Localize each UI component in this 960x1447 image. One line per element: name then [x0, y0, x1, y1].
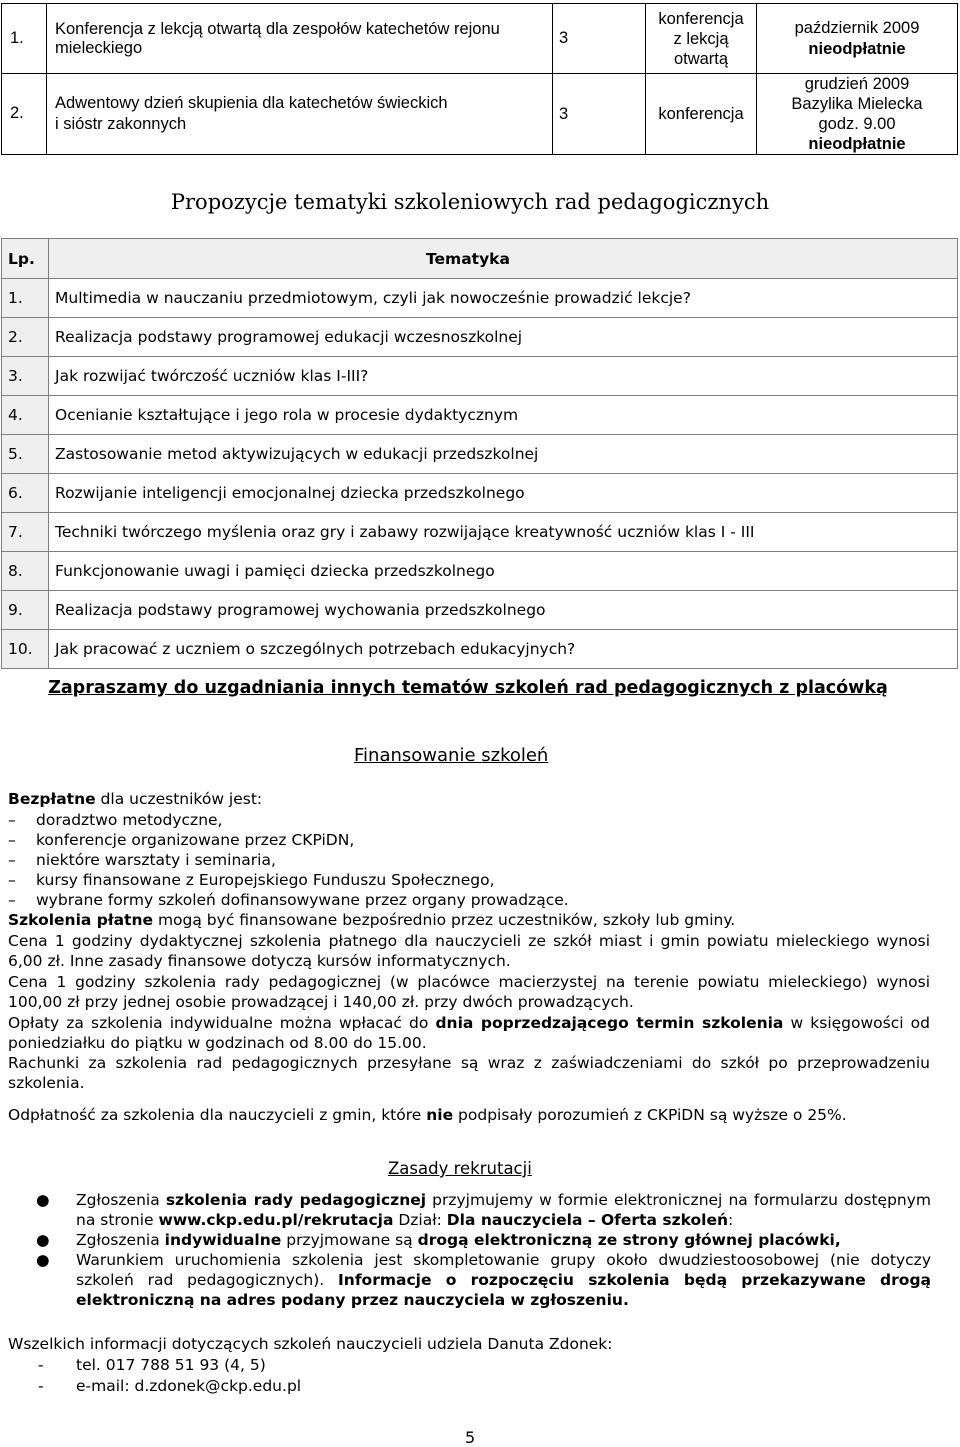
email-link[interactable]: e-mail: d.zdonek@ckp.edu.pl	[76, 1377, 302, 1395]
free-intro: Bezpłatne dla uczestników jest:	[8, 790, 263, 808]
recruitment-list	[36, 1190, 931, 1310]
list-item: - e-mail: d.zdonek@ckp.edu.pl	[38, 1377, 302, 1395]
list-item: ● Zgłoszenia indywidualne przyjmowane są drogą elektroniczną ze strony głównej placówki,	[36, 1231, 841, 1249]
table-row: 6. Rozwijanie inteligencji emocjonalnej dziecka przedszkolnego	[2, 474, 958, 513]
event-title: Konferencja z lekcją otwartą dla zespołów katechetów rejonu mieleckiego	[47, 4, 553, 74]
bullet-icon: ●	[36, 1231, 50, 1249]
table-row: 1. Multimedia w nauczaniu przedmiotowym, czyli jak nowocześnie prowadzić lekcje?	[2, 279, 958, 318]
table-row: 3. Jak rozwijać twórczość uczniów klas I-III?	[2, 357, 958, 396]
phone-text: tel. 017 788 51 93 (4, 5)	[76, 1356, 266, 1374]
event-date: grudzień 2009 Bazylika Mielecka godz. 9.00 nieodpłatnie	[757, 74, 958, 155]
event-date: październik 2009 nieodpłatnie	[757, 4, 958, 74]
list-item: – wybrane formy szkoleń dofinansowywane przez organy prowadzące.	[8, 891, 569, 909]
finance-heading: Finansowanie szkoleń	[354, 745, 549, 766]
events-table	[1, 3, 958, 155]
contact-list	[38, 1355, 301, 1397]
event-row	[2, 4, 958, 74]
event-count: 3	[553, 74, 646, 155]
page-number: 5	[465, 1428, 476, 1447]
fees-paragraph: Opłaty za szkolenia indywidualne można wpłacać do dnia poprzedzającego termin szkolenia w księgowości od poniedziałku do piątku w godzinach od 8.00 do 15.00.	[8, 1014, 930, 1052]
invitation-text: Zapraszamy do uzgadniania innych tematów szkoleń rad pedagogicznych z placówką	[48, 678, 888, 698]
topics-header-row	[2, 239, 958, 279]
table-row: 5. Zastosowanie metod aktywizujących w edukacji przedszkolnej	[2, 435, 958, 474]
recruitment-heading: Zasady rekrutacji	[388, 1159, 532, 1178]
bullet-icon: ●	[36, 1251, 50, 1269]
event-number: 2.	[10, 104, 24, 122]
list-item: ● Zgłoszenia szkolenia rady pedagogicznej przyjmujemy w formie elektronicznej na formularzu dostępnym na stronie www.ckp.edu.pl/rekrutacja Dział: Dla nauczyciela – Oferta szkoleń:	[36, 1191, 932, 1229]
event-number: 1.	[10, 29, 24, 47]
bullet-icon: ●	[36, 1191, 50, 1209]
table-row: 2. Realizacja podstawy programowej edukacji wczesnoszkolnej	[2, 318, 958, 357]
event-type: konferencja z lekcją otwartą	[646, 4, 757, 74]
contact-intro: Wszelkich informacji dotyczących szkoleń nauczycieli udziela Danuta Zdonek:	[8, 1335, 613, 1353]
list-item: ● Warunkiem uruchomienia szkolenia jest skompletowanie grupy około dwudziestoosobowej (nie dotyczy szkoleń rad pedagogicznych). Informacje o rozpoczęciu szkolenia będą przekazywane drogą elektroniczną na adres podany przez nauczyciela w zgłoszeniu.	[36, 1251, 931, 1309]
price-paragraph-2: Cena 1 godziny szkolenia rady pedagogicznej (w placówce macierzystej na terenie powiatu mieleckiego) wynosi 100,00 zł przy jednej osobie prowadzącej i 140,00 zł. przy dwóch prowadzących.	[8, 973, 930, 1011]
list-item: – kursy finansowane z Europejskiego Funduszu Społecznego,	[8, 871, 495, 889]
col-topic-header: Tematyka	[49, 239, 958, 279]
event-row	[2, 74, 958, 155]
invoices-paragraph: Rachunki za szkolenia rad pedagogicznych przesyłane są wraz z zaświadczeniami do szkół po przeprowadzeniu szkolenia.	[8, 1054, 930, 1092]
price-paragraph-1: Cena 1 godziny dydaktycznej szkolenia płatnego dla nauczycieli ze szkół miast i gmin powiatu mieleckiego wynosi 6,00 zł. Inne zasady finansowe dotyczą kursów informatycznych.	[8, 932, 930, 970]
col-lp-header: Lp.	[2, 239, 49, 279]
list-item: – doradztwo metodyczne,	[8, 811, 223, 829]
rekrutacja-link[interactable]: www.ckp.edu.pl/rekrutacja	[158, 1211, 394, 1229]
event-type: konferencja	[646, 74, 757, 155]
topics-heading: Propozycje tematyki szkoleniowych rad pedagogicznych	[170, 190, 770, 214]
table-row: 9. Realizacja podstawy programowej wychowania przedszkolnego	[2, 591, 958, 630]
table-row: 7. Techniki twórczego myślenia oraz gry i zabawy rozwijające kreatywność uczniów klas I - III	[2, 513, 958, 552]
surcharge-paragraph: Odpłatność za szkolenia dla nauczycieli z gmin, które nie podpisały porozumień z CKPiDN są wyższe o 25%.	[8, 1106, 847, 1124]
table-row: 10. Jak pracować z uczniem o szczególnych potrzebach edukacyjnych?	[2, 630, 958, 669]
paid-text: Szkolenia płatne mogą być finansowane bezpośrednio przez uczestników, szkoły lub gminy.	[8, 911, 736, 929]
list-item: – niektóre warsztaty i seminaria,	[8, 851, 276, 869]
event-title: Adwentowy dzień skupienia dla katechetów świeckich i sióstr zakonnych	[47, 74, 553, 155]
event-count: 3	[553, 4, 646, 74]
table-row: 4. Ocenianie kształtujące i jego rola w procesie dydaktycznym	[2, 396, 958, 435]
list-item: – konferencje organizowane przez CKPiDN,	[8, 831, 355, 849]
free-list	[8, 810, 569, 910]
table-row: 8. Funkcjonowanie uwagi i pamięci dziecka przedszkolnego	[2, 552, 958, 591]
topics-table	[1, 238, 958, 669]
list-item: - tel. 017 788 51 93 (4, 5)	[38, 1356, 266, 1374]
